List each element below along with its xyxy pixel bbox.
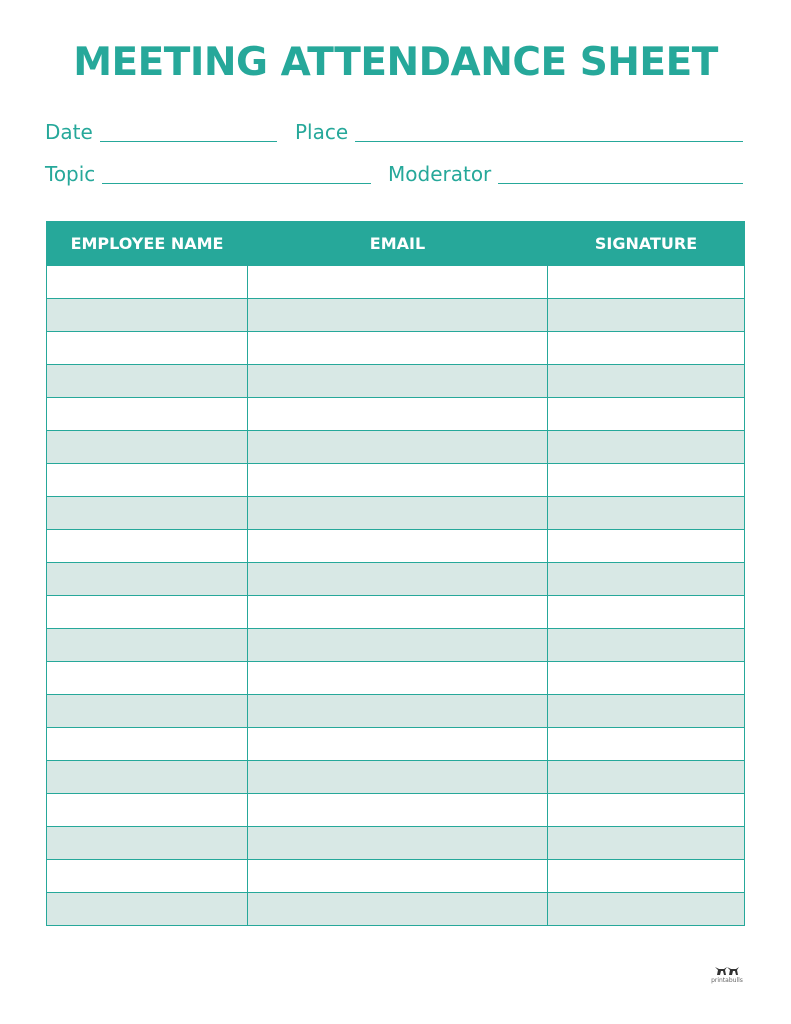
- table-row: [47, 497, 745, 530]
- signature-cell[interactable]: [548, 563, 745, 596]
- employee-name-cell[interactable]: [47, 761, 248, 794]
- table-row: [47, 530, 745, 563]
- signature-cell[interactable]: [548, 365, 745, 398]
- moderator-line[interactable]: [498, 183, 743, 184]
- table-row: [47, 695, 745, 728]
- topic-label: Topic: [45, 162, 96, 186]
- email-cell[interactable]: [248, 596, 548, 629]
- signature-cell[interactable]: [548, 860, 745, 893]
- page-title: MEETING ATTENDANCE SHEET: [73, 40, 718, 85]
- date-field[interactable]: [45, 120, 277, 146]
- employee-name-cell[interactable]: [47, 728, 248, 761]
- topic-field[interactable]: [45, 162, 371, 188]
- table-row: [47, 827, 745, 860]
- employee-name-cell[interactable]: [47, 662, 248, 695]
- table-header-row: [47, 222, 745, 266]
- table-row: [47, 662, 745, 695]
- employee-name-cell[interactable]: [47, 893, 248, 926]
- table-body: [47, 266, 745, 926]
- signature-cell[interactable]: [548, 530, 745, 563]
- signature-cell[interactable]: [548, 497, 745, 530]
- employee-name-cell[interactable]: [47, 497, 248, 530]
- signature-cell[interactable]: [548, 596, 745, 629]
- email-cell[interactable]: [248, 827, 548, 860]
- employee-name-cell[interactable]: [47, 860, 248, 893]
- signature-cell[interactable]: [548, 794, 745, 827]
- table-row: [47, 893, 745, 926]
- email-cell[interactable]: [248, 695, 548, 728]
- signature-cell[interactable]: [548, 431, 745, 464]
- email-cell[interactable]: [248, 266, 548, 299]
- employee-name-cell[interactable]: [47, 332, 248, 365]
- email-cell[interactable]: [248, 629, 548, 662]
- email-cell[interactable]: [248, 332, 548, 365]
- table-row: [47, 629, 745, 662]
- table-row: [47, 332, 745, 365]
- header-signature: SIGNATURE: [548, 222, 745, 266]
- email-cell[interactable]: [248, 398, 548, 431]
- moderator-field[interactable]: [388, 162, 743, 188]
- table-row: [47, 464, 745, 497]
- table-row: [47, 860, 745, 893]
- signature-cell[interactable]: [548, 893, 745, 926]
- email-cell[interactable]: [248, 431, 548, 464]
- signature-cell[interactable]: [548, 629, 745, 662]
- signature-cell[interactable]: [548, 695, 745, 728]
- table-row: [47, 728, 745, 761]
- signature-cell[interactable]: [548, 299, 745, 332]
- header-email: EMAIL: [248, 222, 548, 266]
- table-row: [47, 761, 745, 794]
- email-cell[interactable]: [248, 728, 548, 761]
- signature-cell[interactable]: [548, 464, 745, 497]
- signature-cell[interactable]: [548, 827, 745, 860]
- employee-name-cell[interactable]: [47, 794, 248, 827]
- table-row: [47, 365, 745, 398]
- email-cell[interactable]: [248, 662, 548, 695]
- table-row: [47, 431, 745, 464]
- table-row: [47, 398, 745, 431]
- topic-line[interactable]: [102, 183, 371, 184]
- employee-name-cell[interactable]: [47, 398, 248, 431]
- table-row: [47, 794, 745, 827]
- attendance-table: [46, 221, 745, 926]
- moderator-label: Moderator: [388, 162, 492, 186]
- email-cell[interactable]: [248, 860, 548, 893]
- email-cell[interactable]: [248, 299, 548, 332]
- email-cell[interactable]: [248, 761, 548, 794]
- employee-name-cell[interactable]: [47, 266, 248, 299]
- employee-name-cell[interactable]: [47, 431, 248, 464]
- email-cell[interactable]: [248, 893, 548, 926]
- header-employee-name: EMPLOYEE NAME: [47, 222, 248, 266]
- employee-name-cell[interactable]: [47, 695, 248, 728]
- signature-cell[interactable]: [548, 332, 745, 365]
- table-row: [47, 596, 745, 629]
- employee-name-cell[interactable]: [47, 299, 248, 332]
- email-cell[interactable]: [248, 794, 548, 827]
- employee-name-cell[interactable]: [47, 629, 248, 662]
- bull-icon: [713, 965, 741, 977]
- employee-name-cell[interactable]: [47, 827, 248, 860]
- logo-text: printabulls: [711, 977, 743, 984]
- date-line[interactable]: [100, 141, 277, 142]
- email-cell[interactable]: [248, 497, 548, 530]
- employee-name-cell[interactable]: [47, 464, 248, 497]
- signature-cell[interactable]: [548, 398, 745, 431]
- signature-cell[interactable]: [548, 662, 745, 695]
- place-field[interactable]: [295, 120, 743, 146]
- email-cell[interactable]: [248, 365, 548, 398]
- email-cell[interactable]: [248, 563, 548, 596]
- employee-name-cell[interactable]: [47, 596, 248, 629]
- email-cell[interactable]: [248, 530, 548, 563]
- table-row: [47, 299, 745, 332]
- place-line[interactable]: [355, 141, 743, 142]
- email-cell[interactable]: [248, 464, 548, 497]
- table-row: [47, 266, 745, 299]
- place-label: Place: [295, 120, 349, 144]
- printabulls-logo: [707, 965, 747, 985]
- signature-cell[interactable]: [548, 728, 745, 761]
- signature-cell[interactable]: [548, 266, 745, 299]
- employee-name-cell[interactable]: [47, 563, 248, 596]
- table-row: [47, 563, 745, 596]
- employee-name-cell[interactable]: [47, 365, 248, 398]
- signature-cell[interactable]: [548, 761, 745, 794]
- employee-name-cell[interactable]: [47, 530, 248, 563]
- date-label: Date: [45, 120, 93, 144]
